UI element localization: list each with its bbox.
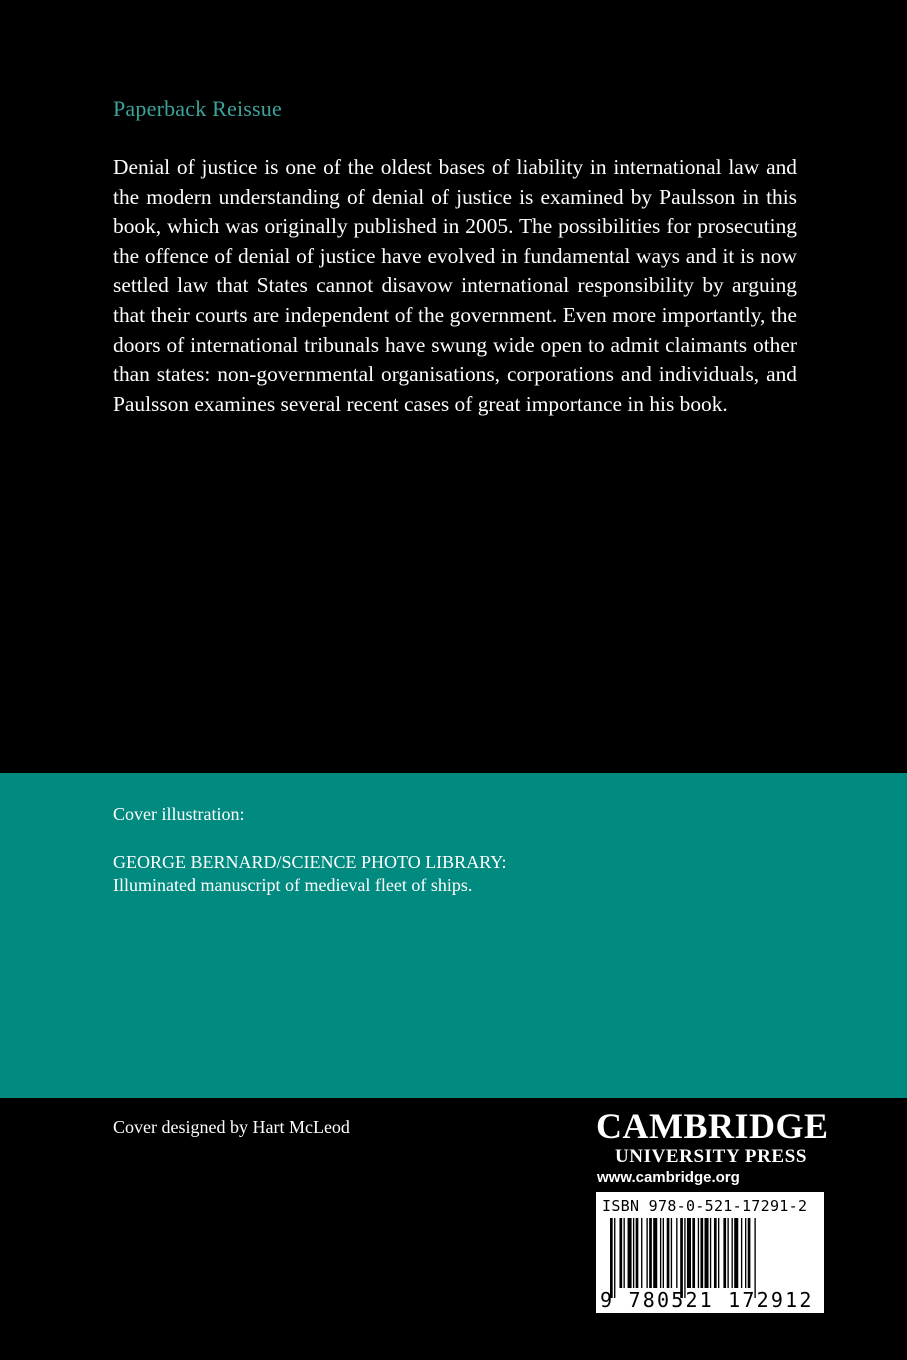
barcode-bar bbox=[698, 1218, 699, 1288]
barcode-bar bbox=[718, 1218, 719, 1288]
illustration-source-line-1: GEORGE BERNARD/SCIENCE PHOTO LIBRARY: bbox=[113, 852, 507, 872]
barcode-bar bbox=[653, 1218, 657, 1288]
barcode-bar bbox=[614, 1218, 615, 1298]
barcode-bar bbox=[676, 1218, 677, 1288]
barcode-bar bbox=[692, 1218, 695, 1288]
isbn-barcode-box bbox=[596, 1192, 824, 1313]
barcode-bar bbox=[687, 1218, 691, 1288]
barcode-bar bbox=[663, 1218, 664, 1288]
publisher-subname: UNIVERSITY PRESS bbox=[614, 1146, 808, 1167]
barcode-bar bbox=[671, 1218, 672, 1288]
barcode-bar bbox=[646, 1218, 647, 1288]
illustration-source-line-2: Illuminated manuscript of medieval fleet of ships. bbox=[113, 875, 473, 895]
barcode-bar bbox=[714, 1218, 717, 1288]
cover-illustration-label: Cover illustration: bbox=[113, 804, 245, 824]
barcode-bar bbox=[732, 1218, 733, 1288]
barcode-bar bbox=[727, 1218, 728, 1288]
barcode-bar bbox=[636, 1218, 639, 1288]
book-description: Denial of justice is one of the oldest bases of liability in international law and the modern understanding of denial of justice is examined by Paulsson in this book, which was originally published in 2005. The possibilities for prosecuting the offence of denial of justice have evolved in fundamental ways and it is now settled law that States cannot disavow international responsibility by arguing that their courts are independent of the government. Even more importantly, the doors of international tribunals have swung wide open to admit claimants other than states: non-governmental organisations, corporations and individuals, and Paulsson examines several recent cases of great importance in his book. bbox=[113, 155, 797, 416]
series-label: Paperback Reissue bbox=[113, 96, 282, 121]
barcode-bar bbox=[723, 1218, 726, 1288]
barcode-bar bbox=[610, 1218, 613, 1298]
barcode-bar bbox=[754, 1218, 755, 1298]
barcode-bar bbox=[641, 1218, 642, 1288]
publisher-name: CAMBRIDGE bbox=[596, 1106, 829, 1146]
barcode-bar bbox=[710, 1218, 711, 1288]
barcode-bar bbox=[667, 1218, 670, 1288]
cover-illustration-source bbox=[113, 851, 507, 897]
barcode-bar bbox=[633, 1218, 634, 1288]
barcode-bar bbox=[619, 1218, 622, 1288]
barcode-bar bbox=[684, 1218, 685, 1298]
barcode-bar bbox=[705, 1218, 709, 1288]
barcode-bar bbox=[649, 1218, 652, 1288]
barcode-bar bbox=[660, 1218, 661, 1288]
barcode-bar bbox=[745, 1218, 746, 1288]
barcode-bar bbox=[748, 1218, 751, 1288]
barcode-digits: 9 780521 172912 bbox=[600, 1288, 814, 1312]
barcode-bar bbox=[741, 1218, 742, 1288]
barcode-bar bbox=[734, 1218, 738, 1288]
publisher-logo bbox=[596, 1106, 829, 1189]
barcode-bar bbox=[628, 1218, 632, 1288]
cover-designer-credit: Cover designed by Hart McLeod bbox=[113, 1117, 350, 1137]
publisher-url: www.cambridge.org bbox=[597, 1169, 740, 1186]
isbn-number: ISBN 978-0-521-17291-2 bbox=[602, 1197, 808, 1215]
barcode-bar bbox=[700, 1218, 703, 1288]
barcode-bar bbox=[624, 1218, 625, 1288]
barcode-bar bbox=[680, 1218, 683, 1298]
